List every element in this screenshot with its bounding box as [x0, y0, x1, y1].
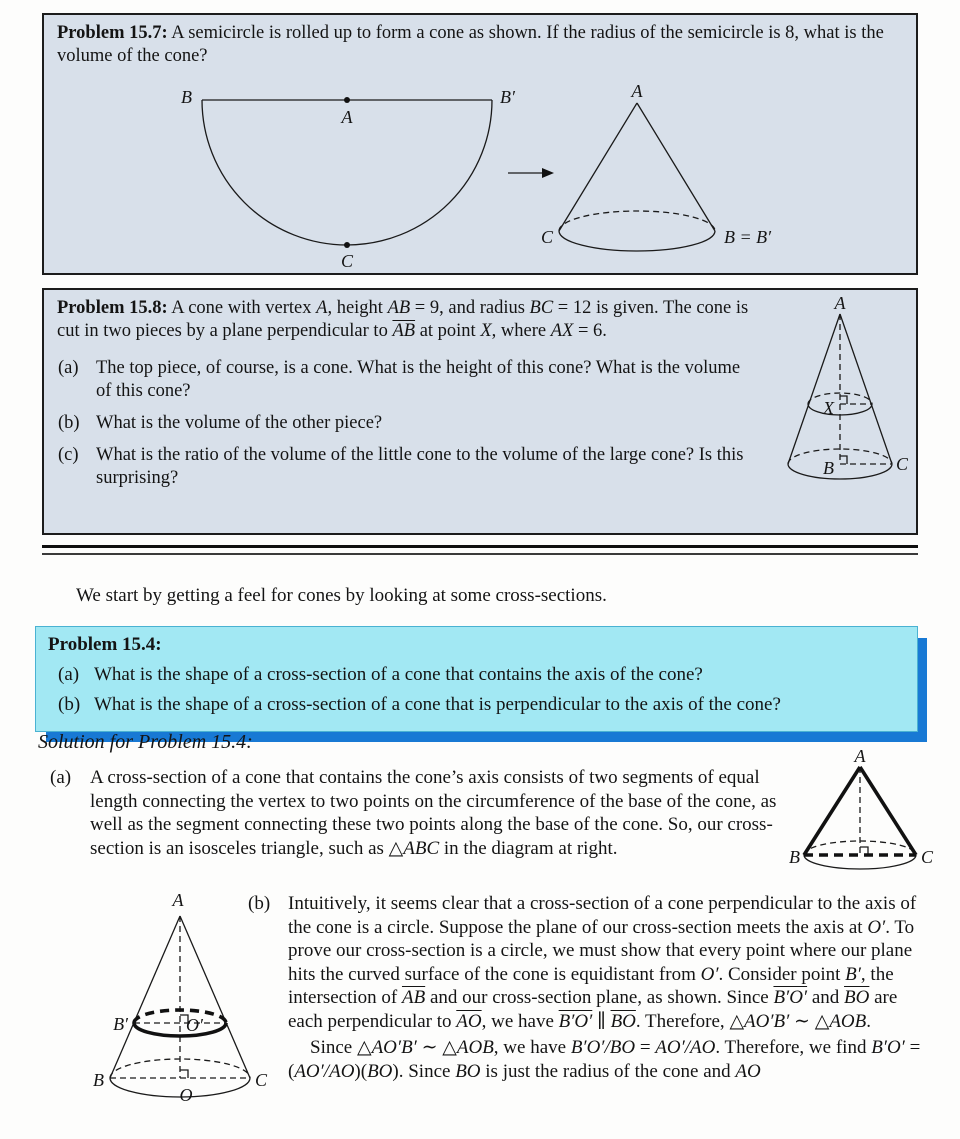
solution-heading: Solution for Problem 15.4: — [38, 731, 253, 753]
problem-15-8-title: Problem 15.8: — [57, 298, 168, 318]
label-C: C — [255, 1070, 268, 1090]
part-a-label: (a) — [58, 664, 80, 685]
arrow-icon — [508, 168, 554, 178]
part-b-text: What is the volume of the other piece? — [96, 413, 383, 433]
cone-right-edge — [180, 916, 250, 1078]
label-B: B — [181, 87, 192, 107]
label-A: A — [834, 296, 846, 313]
right-angle-mark-O — [180, 1070, 188, 1078]
cone-base-back — [559, 211, 715, 231]
part-b-text: What is the shape of a cross-section of a cone that is perpendicular to the axis of the cone? — [94, 694, 781, 715]
semicircle-to-cone-diagram — [144, 85, 844, 273]
problem-15-4-box — [35, 626, 918, 732]
part-a-label: (a) — [58, 358, 79, 378]
section-divider — [42, 545, 918, 555]
part-b-paragraph-2: Since △AO′B′ ∼ △AOB, we have B′O′/BO = AO′/AO. Therefore, we find B′O′ = (AO′/AO)(BO). Since BO is just the radius of the cone and AO — [288, 1037, 921, 1082]
label-cone-B-Bprime: B = B′ — [724, 227, 772, 247]
label-B: B — [93, 1070, 104, 1090]
label-A: A — [172, 890, 184, 910]
problem-15-8-box — [42, 288, 918, 535]
problem-15-7-text: A semicircle is rolled up to form a cone as shown. If the radius of the semicircle is 8, what is the volume of the cone? — [57, 23, 884, 66]
problem-15-7-title: Problem 15.7: — [57, 23, 168, 43]
part-a-text: The top piece, of course, is a cone. What is the height of this cone? What is the volume of this cone? — [96, 358, 741, 401]
triangle-side-AC — [860, 767, 916, 855]
cone-left-edge — [110, 916, 180, 1078]
problem-15-8-statement — [44, 290, 770, 343]
right-angle-mark-X — [840, 396, 847, 404]
label-cone-A: A — [631, 85, 643, 101]
solution-part-b — [248, 892, 936, 1083]
point-A-dot — [344, 97, 350, 103]
circular-cross-section-diagram — [58, 886, 268, 1138]
right-angle-mark-B — [840, 456, 847, 464]
part-a-text: A cross-section of a cone that contains the cone’s axis consists of two segments of equal length connecting the vertex to two points on the circumference of the base of the cone, as well as the segment connecting these two points along the base of the cone. So, our cross-section is an isosceles triangle, such as △ABC in the diagram at right. — [90, 767, 777, 859]
label-C: C — [896, 454, 908, 474]
part-c-label: (c) — [58, 445, 79, 465]
part-c-text: What is the ratio of the volume of the little cone to the volume of the large cone? Is this surprising? — [96, 445, 744, 488]
label-X: X — [823, 398, 834, 418]
problem-part — [58, 693, 905, 716]
solution-part-a — [50, 766, 795, 860]
problem-15-8-text: A cone with vertex A, height AB = 9, and radius BC = 12 is given. The cone is cut in two pieces by a plane perpendicular to $\overline{AB}$ at point X, where AX = 6. — [57, 298, 749, 341]
problem-15-7-statement — [44, 15, 916, 68]
problem-15-4-parts — [48, 663, 905, 716]
problem-part — [58, 663, 905, 686]
label-A: A — [341, 107, 353, 127]
label-O: O — [179, 1085, 193, 1105]
intro-paragraph: We start by getting a feel for cones by looking at some cross-sections. — [76, 585, 607, 606]
label-B-prime: B′ — [500, 87, 515, 107]
part-b-label: (b) — [58, 694, 81, 715]
cone-left-edge — [788, 314, 840, 464]
cone-base-front — [559, 231, 715, 251]
part-b-text: Intuitively, it seems clear that a cross-section of a cone perpendicular to the axis of the cone is a circle. Suppose the plane of our cross-section meets the axis at O′. To prove our cross-section is a circle, we must show that every point where our plane hits the curved surface of the cone is equidistant from O′. Consider point B′, the intersection of $\overline{AB}$ and our cross-section plane, as shown. Since B′O′ and $\overline{BO}$ are each perpendicular to $\overline{AO}$, we have B′O′ ∥ $\overline{BO}$. Therefore, △AO′B′ ∼ △AOB. — [288, 893, 917, 1032]
label-B-prime: B′ — [113, 1014, 128, 1034]
part-b-label: (b) — [58, 413, 80, 433]
point-C-dot — [344, 242, 350, 248]
problem-15-7-box — [42, 13, 918, 275]
label-A: A — [854, 750, 866, 766]
part-a-label: (a) — [50, 767, 72, 788]
label-B: B — [823, 458, 834, 478]
problem-15-4-title: Problem 15.4: — [48, 634, 162, 655]
label-C: C — [921, 847, 934, 867]
label-B: B — [789, 847, 800, 867]
label-C: C — [340, 251, 354, 271]
part-a-text: What is the shape of a cross-section of a cone that contains the axis of the cone? — [94, 664, 703, 685]
cut-cone-diagram — [780, 296, 908, 496]
cone-right-edge — [840, 314, 892, 464]
label-O-prime: O′ — [186, 1015, 203, 1035]
base-front — [788, 464, 892, 479]
isosceles-cross-section-diagram — [782, 750, 937, 890]
label-cone-C: C — [540, 227, 553, 247]
part-b-label: (b) — [248, 893, 271, 914]
base-front — [804, 855, 916, 869]
